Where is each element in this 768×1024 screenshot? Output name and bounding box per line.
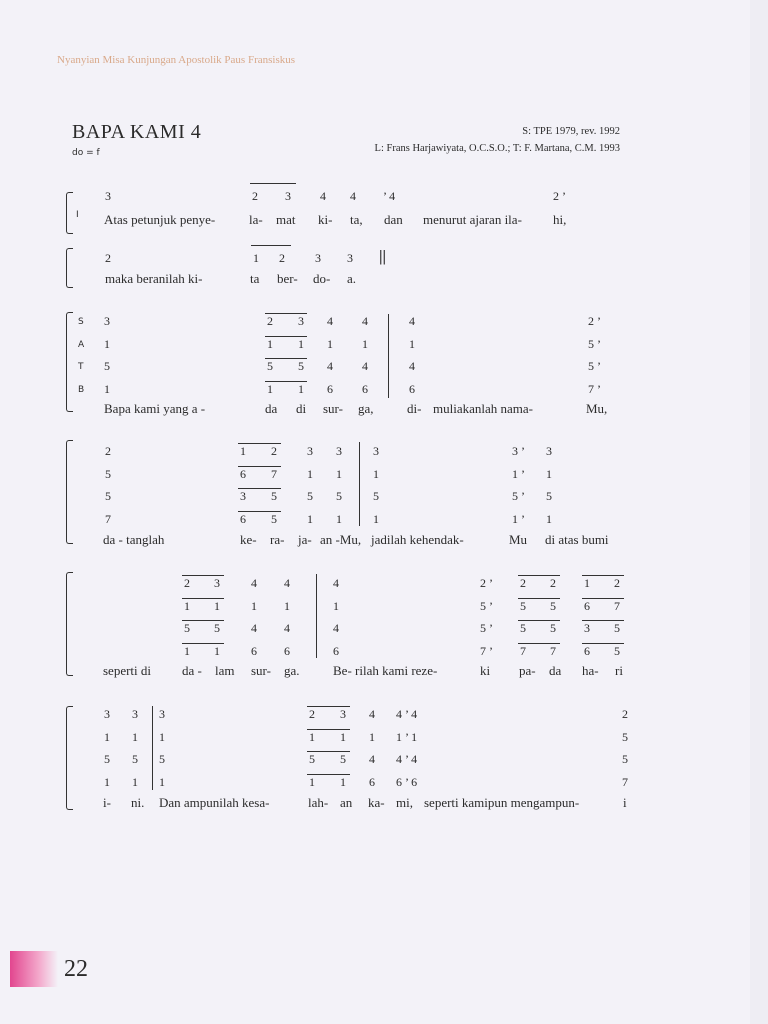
beam <box>307 706 350 707</box>
note: 4 <box>409 359 415 373</box>
note: 1 <box>336 467 342 481</box>
note: 2 <box>279 251 285 265</box>
lyric: ja- <box>298 532 312 547</box>
note: 5 <box>105 467 111 481</box>
note: 1 <box>267 337 273 351</box>
beam <box>250 183 296 184</box>
note: 2 <box>267 314 273 328</box>
lyric: la- <box>249 212 263 227</box>
note: 1 <box>184 644 190 658</box>
note: 5 <box>340 752 346 766</box>
beam <box>238 488 281 489</box>
note: 3 <box>347 251 353 265</box>
note: 1 <box>309 730 315 744</box>
note: 2 <box>520 576 526 590</box>
lyric: pa- <box>519 663 536 678</box>
lyric: di- <box>407 401 422 416</box>
lyric: mi, <box>396 795 413 810</box>
page-number-tab <box>10 951 58 987</box>
note: 5 <box>214 621 220 635</box>
lyric: da <box>265 401 278 416</box>
barline <box>359 442 360 526</box>
beam <box>307 751 350 752</box>
note: 4 <box>251 621 257 635</box>
note: 5 <box>373 489 379 503</box>
lyric: Atas petunjuk penye- <box>104 212 216 227</box>
lyric: ta, <box>350 212 363 227</box>
note: 2 <box>105 251 111 265</box>
note: 4 <box>369 752 375 766</box>
lyric: di atas bumi <box>545 532 609 547</box>
note: 6 <box>240 467 246 481</box>
lyric: ha- <box>582 663 599 678</box>
beam <box>265 336 307 337</box>
note: 2 ’ <box>553 189 566 203</box>
note: 3 <box>214 576 220 590</box>
system-brace <box>66 572 73 676</box>
note: 5 ’ <box>588 359 601 373</box>
note: 7 ’ <box>588 382 601 396</box>
system-brace <box>66 706 73 810</box>
beam <box>238 466 281 467</box>
lyric: hi, <box>553 212 567 227</box>
note: 5 <box>105 489 111 503</box>
note: 3 <box>104 314 110 328</box>
note: 6 <box>409 382 415 396</box>
note: 6 <box>251 644 257 658</box>
lyric: sur- <box>251 663 271 678</box>
note: 5 ’ <box>588 337 601 351</box>
note: 1 <box>546 467 552 481</box>
note: 2 ’ <box>480 576 493 590</box>
barline <box>316 574 317 658</box>
lyric: lah- <box>308 795 329 810</box>
note: 1 <box>253 251 259 265</box>
lyric: menurut ajaran ila- <box>423 212 522 227</box>
beam <box>518 620 560 621</box>
note: 7 ’ <box>480 644 493 658</box>
beam <box>307 729 350 730</box>
note: 7 <box>622 775 628 789</box>
note: 1 <box>546 512 552 526</box>
lyric: seperti kamipun mengampun- <box>424 795 580 810</box>
lyric: ri <box>615 663 623 678</box>
note: 5 ’ <box>480 599 493 613</box>
beam <box>265 358 307 359</box>
beam <box>182 575 224 576</box>
note: 4 ’ 4 <box>396 707 418 721</box>
note: 1 <box>373 467 379 481</box>
lyric: a. <box>347 271 357 286</box>
lyric: ga. <box>284 663 300 678</box>
barline <box>388 314 389 398</box>
note: 4 <box>362 314 368 328</box>
note: 1 <box>132 775 138 789</box>
note: 3 <box>240 489 246 503</box>
lyric: an -Mu, <box>320 532 362 547</box>
note: 5 ’ <box>512 489 525 503</box>
note: 5 <box>336 489 342 503</box>
note: 1 <box>104 382 110 396</box>
beam <box>582 643 624 644</box>
barline <box>152 706 153 790</box>
lyric: Be- rilah kami reze- <box>333 663 438 678</box>
lyric: da - tanglah <box>103 532 165 547</box>
system-brace <box>66 192 73 234</box>
lyric: ni. <box>131 795 145 810</box>
note: 6 <box>284 644 290 658</box>
note: 3 <box>340 707 346 721</box>
note: 4 <box>327 359 333 373</box>
beam <box>265 381 307 382</box>
beam <box>582 575 624 576</box>
note: 4 <box>350 189 356 203</box>
beam <box>238 511 281 512</box>
voice-label-bass: B <box>78 385 85 395</box>
note: 1 <box>298 337 304 351</box>
lyric: an <box>340 795 353 810</box>
note: 1 <box>307 512 313 526</box>
note: 5 <box>104 359 110 373</box>
note: 1 <box>184 599 190 613</box>
note: 5 <box>546 489 552 503</box>
note: 5 <box>550 621 556 635</box>
note: 1 <box>340 730 346 744</box>
note: 5 <box>550 599 556 613</box>
note: 6 <box>584 599 590 613</box>
note: 1 <box>362 337 368 351</box>
note: 1 ’ <box>512 467 525 481</box>
note: 2 <box>184 576 190 590</box>
note: 5 <box>267 359 273 373</box>
lyric: ki- <box>318 212 333 227</box>
final-barline: || <box>379 248 387 265</box>
note: 6 <box>327 382 333 396</box>
voice-label-tenor: T <box>78 362 84 372</box>
note: 5 <box>271 489 277 503</box>
beam <box>182 643 224 644</box>
note: 1 <box>214 644 220 658</box>
note: 2 <box>622 707 628 721</box>
lyric: Mu <box>509 532 528 547</box>
note: 4 <box>333 621 339 635</box>
note: 4 <box>362 359 368 373</box>
beam <box>182 620 224 621</box>
lyric: i <box>623 795 627 810</box>
beam <box>307 774 350 775</box>
beam <box>182 598 224 599</box>
note: 3 <box>336 444 342 458</box>
lyric: do- <box>313 271 331 286</box>
note: 5 <box>622 752 628 766</box>
note: 5 <box>614 621 620 635</box>
note: 4 <box>320 189 326 203</box>
note: 1 <box>104 775 110 789</box>
lyric: ka- <box>368 795 385 810</box>
note: 4 <box>369 707 375 721</box>
note: 3 <box>298 314 304 328</box>
song-title: BAPA KAMI 4 <box>72 121 202 143</box>
note: 4 <box>333 576 339 590</box>
book-header: Nyanyian Misa Kunjungan Apostolik Paus Fransiskus <box>57 54 296 66</box>
note: 1 <box>214 599 220 613</box>
lyric: ta <box>250 271 260 286</box>
note: 3 <box>307 444 313 458</box>
lyric: da - <box>182 663 202 678</box>
credit-source: S: TPE 1979, rev. 1992 <box>522 126 620 137</box>
lyric: dan <box>384 212 403 227</box>
note: 2 <box>252 189 258 203</box>
note: 6 <box>240 512 246 526</box>
beam <box>582 620 624 621</box>
note: 5 <box>622 730 628 744</box>
note: 3 <box>584 621 590 635</box>
note: 1 ’ <box>512 512 525 526</box>
beam <box>265 313 307 314</box>
note: 5 <box>132 752 138 766</box>
note: 7 <box>520 644 526 658</box>
note: 3 <box>315 251 321 265</box>
lyric: sur- <box>323 401 343 416</box>
note: 6 <box>362 382 368 396</box>
note: 5 <box>184 621 190 635</box>
note: 1 <box>240 444 246 458</box>
note: 2 <box>271 444 277 458</box>
note: 2 ’ <box>588 314 601 328</box>
note: 1 <box>298 382 304 396</box>
note: 5 <box>307 489 313 503</box>
beam <box>518 643 560 644</box>
note: 1 <box>584 576 590 590</box>
note: 1 <box>251 599 257 613</box>
lyric: muliakanlah nama- <box>433 401 533 416</box>
key-signature: do = f <box>72 148 100 158</box>
note: 1 <box>340 775 346 789</box>
note: 3 <box>104 707 110 721</box>
note: 7 <box>550 644 556 658</box>
lyric: da <box>549 663 562 678</box>
note: 3 <box>546 444 552 458</box>
system-brace <box>66 248 73 288</box>
note: 7 <box>271 467 277 481</box>
lyric: seperti di <box>103 663 152 678</box>
note: 2 <box>614 576 620 590</box>
lyric: ke- <box>240 532 257 547</box>
note: 4 <box>284 621 290 635</box>
beam <box>238 443 281 444</box>
note: 6 <box>333 644 339 658</box>
system-brace <box>66 440 73 544</box>
lyric: mat <box>276 212 296 227</box>
note: 3 <box>159 707 165 721</box>
note: 1 <box>369 730 375 744</box>
note: 1 <box>373 512 379 526</box>
note: 1 <box>159 730 165 744</box>
note: 4 ’ 4 <box>396 752 418 766</box>
note: 7 <box>614 599 620 613</box>
note: 3 <box>285 189 291 203</box>
note: 1 ’ 1 <box>396 730 418 744</box>
note: 2 <box>550 576 556 590</box>
note: 5 <box>309 752 315 766</box>
note: 1 <box>309 775 315 789</box>
note: 1 <box>159 775 165 789</box>
verse-label: I <box>76 210 79 220</box>
page-number: 22 <box>64 956 88 982</box>
note: 5 <box>520 599 526 613</box>
note: 5 <box>159 752 165 766</box>
note: 6 <box>584 644 590 658</box>
note: 1 <box>307 467 313 481</box>
lyric: ki <box>480 663 491 678</box>
note: 1 <box>336 512 342 526</box>
note: 4 <box>251 576 257 590</box>
note: 6 <box>369 775 375 789</box>
note: 3 <box>105 189 111 203</box>
lyric: lam <box>215 663 235 678</box>
note: 1 <box>333 599 339 613</box>
lyric: Bapa kami yang a - <box>104 401 206 416</box>
note: 1 <box>104 730 110 744</box>
note: 5 <box>104 752 110 766</box>
note: 1 <box>267 382 273 396</box>
note: 1 <box>132 730 138 744</box>
note: 1 <box>327 337 333 351</box>
lyric: Dan ampunilah kesa- <box>159 795 270 810</box>
lyric: Mu, <box>586 401 608 416</box>
note: 5 <box>614 644 620 658</box>
voice-label-alto: A <box>78 340 85 350</box>
lyric: jadilah kehendak- <box>371 532 464 547</box>
note: 7 <box>105 512 111 526</box>
note: 6 ’ 6 <box>396 775 418 789</box>
note: 1 <box>284 599 290 613</box>
note: 4 <box>327 314 333 328</box>
note: ’ 4 <box>383 189 396 203</box>
note: 2 <box>309 707 315 721</box>
beam <box>251 245 291 246</box>
note: 5 <box>520 621 526 635</box>
lyric: di <box>296 401 307 416</box>
lyric: i- <box>103 795 111 810</box>
note: 3 <box>373 444 379 458</box>
credit-authors: L: Frans Harjawiyata, O.C.S.O.; T: F. Martana, C.M. 1993 <box>374 143 620 154</box>
voice-label-soprano: S <box>78 317 84 327</box>
lyric: ga, <box>358 401 374 416</box>
note: 4 <box>284 576 290 590</box>
note: 4 <box>409 314 415 328</box>
note: 3 <box>132 707 138 721</box>
beam <box>582 598 624 599</box>
lyric: maka beranilah ki- <box>105 271 203 286</box>
note: 2 <box>105 444 111 458</box>
note: 3 ’ <box>512 444 525 458</box>
beam <box>518 575 560 576</box>
beam <box>518 598 560 599</box>
lyric: ra- <box>270 532 285 547</box>
note: 1 <box>104 337 110 351</box>
system-brace <box>66 312 73 412</box>
lyric: ber- <box>277 271 298 286</box>
note: 1 <box>409 337 415 351</box>
note: 5 ’ <box>480 621 493 635</box>
note: 5 <box>271 512 277 526</box>
note: 5 <box>298 359 304 373</box>
